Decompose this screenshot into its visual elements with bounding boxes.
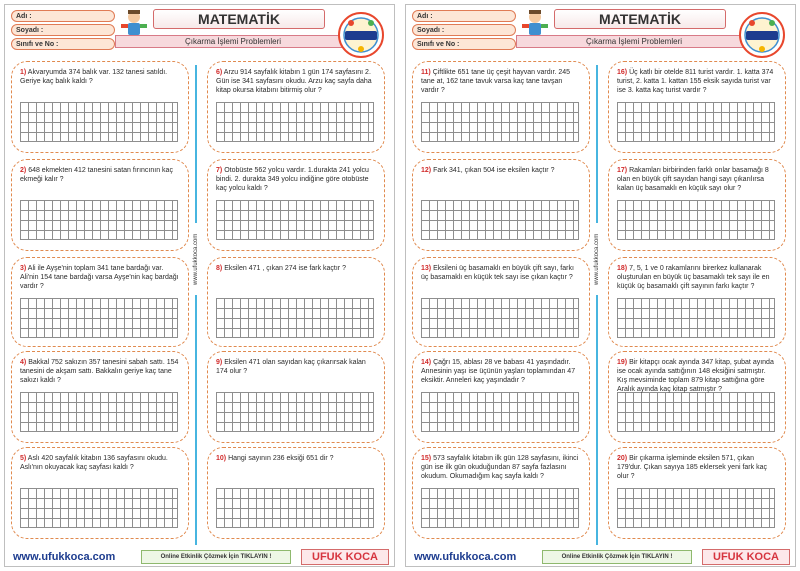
question-text [617, 454, 777, 484]
name-label: Adı : [417, 12, 433, 20]
ufuk-koca-logo-icon [738, 11, 786, 59]
name-label: Adı : [16, 12, 32, 20]
question-card-3 [11, 257, 189, 347]
answer-grid[interactable] [216, 298, 374, 338]
question-text [617, 68, 777, 98]
website-link[interactable]: www.ufukkoca.com [414, 551, 517, 563]
question-body: Arzu 914 sayfalık kitabın 1 gün 174 sayfasını 2. Gün ise 341 sayfasını okudu. Arzu kaç sayfa daha kitap okursa kitabını bitirmiş olur ? [216, 69, 372, 94]
page-subtitle: Çıkarma İşlemi Problemleri [115, 35, 351, 48]
question-number: 13) [421, 265, 432, 272]
question-body: Eksilen 471 olan sayıdan kaç çıkarırsak kalan 174 olur ? [216, 359, 366, 375]
question-card-11 [412, 61, 590, 153]
answer-grid[interactable] [421, 102, 579, 142]
question-card-5 [11, 447, 189, 539]
answer-grid[interactable] [20, 298, 178, 338]
student-info-fields [412, 10, 516, 52]
question-card-12 [412, 159, 590, 251]
question-number: 5) [20, 455, 27, 462]
question-number: 7) [216, 167, 223, 174]
surname-field[interactable] [412, 24, 516, 36]
question-card-7 [207, 159, 385, 251]
question-card-18 [608, 257, 786, 347]
question-text [20, 358, 180, 388]
online-activity-button[interactable]: Online Etkinlik Çözmek İçin TIKLAYIN ! [542, 550, 692, 564]
question-body: Eksilen 471 , çıkan 274 ise fark kaçtır ? [224, 265, 346, 272]
question-text [216, 358, 376, 388]
class-number-field[interactable] [412, 38, 516, 50]
question-card-4 [11, 351, 189, 443]
question-text [617, 358, 777, 393]
question-number: 1) [20, 69, 27, 76]
question-body: Hangi sayının 236 eksiği 651 dir ? [228, 455, 334, 462]
side-website-text: www.ufukkoca.com [189, 223, 203, 295]
question-body: Çiftlikte 651 tane üç çeşit hayvan vardır. 245 tane at, 162 tane tavuk varsa kaç tane tavşan vardır ? [421, 69, 571, 94]
page-subtitle: Çıkarma İşlemi Problemleri [516, 35, 752, 48]
answer-grid[interactable] [216, 102, 374, 142]
question-card-6 [207, 61, 385, 153]
surname-field[interactable] [11, 24, 115, 36]
answer-grid[interactable] [617, 102, 775, 142]
question-body: 648 ekmekten 412 tanesini satan fırıncının kaç ekmeği kalır ? [20, 167, 173, 183]
question-card-8 [207, 257, 385, 347]
class-number-label: Sınıfı ve No : [417, 40, 460, 48]
question-text [20, 454, 180, 484]
question-text [216, 264, 376, 294]
question-card-13 [412, 257, 590, 347]
question-text [20, 264, 180, 294]
answer-grid[interactable] [20, 200, 178, 240]
page-title: MATEMATİK [554, 9, 726, 29]
column-divider [195, 65, 197, 545]
question-text [421, 68, 581, 98]
answer-grid[interactable] [216, 392, 374, 432]
question-body: Bir çıkarma işleminde eksilen 571, çıkan 179'dur. Çıkan sayıya 185 eklersek yeni fark kaç olur ? [617, 455, 767, 480]
question-number: 17) [617, 167, 628, 174]
answer-grid[interactable] [216, 200, 374, 240]
question-number: 10) [216, 455, 227, 462]
answer-grid[interactable] [216, 488, 374, 528]
question-card-2 [11, 159, 189, 251]
question-body: Ali ile Ayşe'nin toplam 341 tane bardağı var. Ali'nin 154 tane bardağı varsa Ayşe'nin kaç bardağı vardır ? [20, 265, 179, 290]
answer-grid[interactable] [20, 102, 178, 142]
answer-grid[interactable] [421, 488, 579, 528]
class-number-field[interactable] [11, 38, 115, 50]
question-card-10 [207, 447, 385, 539]
question-text [421, 454, 581, 484]
question-card-16 [608, 61, 786, 153]
question-text [617, 264, 777, 294]
page-title: MATEMATİK [153, 9, 325, 29]
question-number: 18) [617, 265, 628, 272]
answer-grid[interactable] [617, 488, 775, 528]
question-card-15 [412, 447, 590, 539]
answer-grid[interactable] [617, 392, 775, 432]
question-body: Eksileni üç basamaklı en büyük çift sayı, farkı üç basamaklı en küçük tek sayı ise çıkan kaçtır ? [421, 265, 574, 281]
question-body: Aslı 420 sayfalık kitabın 136 sayfasını okudu. Aslı'nın okuyacak kaç sayfası kaldı ? [20, 455, 168, 471]
question-number: 11) [421, 69, 431, 76]
question-card-9 [207, 351, 385, 443]
question-card-19 [608, 351, 786, 443]
question-body: Üç katlı bir otelde 811 turist vardır. 1. katta 374 turist, 2. katta 1. kattan 155 eksik sayıda turist var ise 3. katta kaç turist vardır ? [617, 69, 774, 94]
worksheet-page-1 [4, 4, 395, 567]
brand-badge: UFUK KOCA [702, 549, 790, 565]
answer-grid[interactable] [421, 200, 579, 240]
answer-grid[interactable] [617, 200, 775, 240]
page-footer [406, 547, 797, 567]
answer-grid[interactable] [20, 392, 178, 432]
question-number: 14) [421, 359, 432, 366]
question-number: 20) [617, 455, 628, 462]
question-text [20, 68, 180, 98]
question-number: 15) [421, 455, 432, 462]
question-number: 9) [216, 359, 223, 366]
answer-grid[interactable] [20, 488, 178, 528]
question-number: 8) [216, 265, 223, 272]
side-website-text: www.ufukkoca.com [590, 223, 604, 295]
website-link[interactable]: www.ufukkoca.com [13, 551, 116, 563]
question-body: Bakkal 752 sakızın 357 tanesini sabah sattı. 154 tanesini de akşam sattı. Bakkalın geriye kaç tane sakızı kaldı ? [20, 359, 179, 384]
name-field[interactable] [11, 10, 115, 22]
question-number: 3) [20, 265, 27, 272]
question-body: Bir kitapçı ocak ayında 347 kitap, şubat ayında ise ocak ayında sattığının 148 eksiğini satmıştır. Kış mevsiminde toplam 879 kitap sattığına göre Aralık ayında kaç kitap satmıştır ? [617, 359, 774, 393]
question-body: 7, 5, 1 ve 0 rakamlarını birerkez kullanarak oluşturulan en büyük üç basamaklı tek sayı ile en küçük üç basamaklı çift sayının farkı kaçtır ? [617, 265, 770, 290]
question-body: Çağrı 15, ablası 28 ve babası 41 yaşındadır. Annesinin yaşı ise üçünün yaşları toplamından 47 eksiktir. Anneleri kaç yaşındadır ? [421, 359, 576, 384]
ufuk-koca-logo-icon [337, 11, 385, 59]
question-number: 2) [20, 167, 27, 174]
question-number: 19) [617, 359, 628, 366]
surname-label: Soyadı : [16, 26, 44, 34]
question-body: Akvaryumda 374 balık var. 132 tanesi satıldı. Geriye kaç balık kaldı ? [20, 69, 168, 85]
question-number: 6) [216, 69, 223, 76]
question-body: Fark 341, çıkan 504 ise eksilen kaçtır ? [433, 167, 555, 174]
column-divider [596, 65, 598, 545]
answer-grid[interactable] [617, 298, 775, 338]
question-body: Otobüste 562 yolcu vardır. 1.durakta 241 yolcu bindi. 2. durakta 349 yolcu indiğine göre otobüste kaç yolcu kaldı ? [216, 167, 369, 192]
student-info-fields [11, 10, 115, 52]
online-activity-button[interactable]: Online Etkinlik Çözmek İçin TIKLAYIN ! [141, 550, 291, 564]
question-card-20 [608, 447, 786, 539]
question-text [216, 166, 376, 196]
question-text [216, 68, 376, 98]
question-number: 4) [20, 359, 27, 366]
question-text [421, 166, 581, 196]
question-text [421, 358, 581, 388]
surname-label: Soyadı : [417, 26, 445, 34]
answer-grid[interactable] [421, 298, 579, 338]
answer-grid[interactable] [421, 392, 579, 432]
question-body: 573 sayfalık kitabın ilk gün 128 sayfasını, ikinci gün ise ilk gün okuduğundan 87 sayfa fazlasını okudum. Okumadığım kaç sayfa kaldı ? [421, 455, 579, 480]
question-number: 16) [617, 69, 628, 76]
question-number: 12) [421, 167, 432, 174]
class-number-label: Sınıfı ve No : [16, 40, 59, 48]
question-body: Rakamları birbirinden farklı onlar basamağı 8 olan en büyük çift sayıdan hangi sayı çıkarılırsa kalan üç basamaklı en küçük sayı olur ? [617, 167, 769, 192]
name-field[interactable] [412, 10, 516, 22]
question-card-1 [11, 61, 189, 153]
page-footer [5, 547, 396, 567]
question-card-17 [608, 159, 786, 251]
question-text [216, 454, 376, 484]
question-text [20, 166, 180, 196]
question-card-14 [412, 351, 590, 443]
brand-badge: UFUK KOCA [301, 549, 389, 565]
question-text [617, 166, 777, 196]
question-text [421, 264, 581, 294]
worksheet-page-2 [405, 4, 796, 567]
